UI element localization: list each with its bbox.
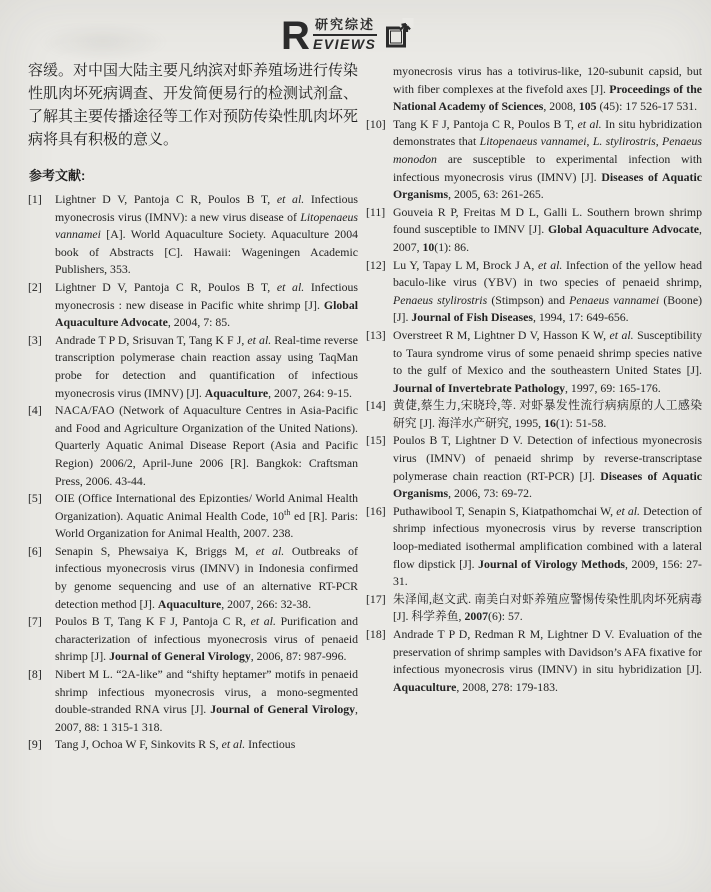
- reference-item: [366, 626, 702, 696]
- reference-number: [3]: [28, 332, 42, 347]
- reference-number: [15]: [366, 433, 386, 448]
- logo-chinese-label: 研究综述: [313, 14, 377, 36]
- reference-text: Lu Y, Tapay L M, Brock J A, et al. Infection of the yellow head baculo-like virus (YBV) in two species of penaeid shrimp, Penaeus stylirostris (Stimpson) and Penaeus vannamei (Boone) [J]. Journal of Fish Diseases, 1994, 17: 649-656.: [393, 257, 702, 325]
- reference-number: [14]: [366, 398, 386, 413]
- reviews-section-logo: [281, 14, 414, 59]
- reference-number: [366, 63, 393, 116]
- reference-item: [28, 613, 358, 666]
- reference-text: 朱泽闻,赵文武. 南美白对虾养殖应警惕传染性肌肉坏死病毒 [J]. 科学养鱼, 2007(6): 57.: [393, 591, 702, 624]
- intro-paragraph: 容缓。对中国大陆主要凡纳滨对虾养殖场进行传染性肌肉坏死病调查、开发简便易行的检测试剂盒、了解其主要传播途径等工作对预防传染性肌肉坏死病将具有积极的意义。: [28, 63, 359, 148]
- reference-text: Overstreet R M, Lightner D V, Hasson K W, et al. Susceptibility to Taura syndrome virus of some penaeid shrimp species native to the gulf of Mexico and the southeastern United States [J]. Journal of Invertebrate Pathology, 1997, 69: 165-176.: [393, 327, 702, 395]
- reference-item: [366, 397, 702, 432]
- page-header: [0, 14, 711, 59]
- reference-number: [6]: [28, 543, 42, 558]
- reference-text: NACA/FAO (Network of Aquaculture Centres in Asia-Pacific and Food and Agriculture Organization of the United Nations). Quarterly Aquatic Animal Disease Report (Asia and Pacific Region) 2006/2, April-June 2006 [R]. Bangkok: Craftsman Press, 2006. 43-44.: [55, 403, 358, 488]
- reference-item: [366, 327, 702, 397]
- reference-item: [28, 332, 358, 402]
- reference-text: OIE (Office International des Epizonties/ World Animal Health Organization). Aquatic Animal Health Code, 10th ed [R]. Paris: World Organization for Animal Health, 2007. 238.: [55, 491, 359, 541]
- reference-item: [366, 503, 702, 591]
- reference-number: [4]: [28, 403, 42, 418]
- left-column: [28, 60, 358, 754]
- references-list-right: [366, 63, 702, 696]
- reference-item: [28, 490, 358, 543]
- reference-text: 黄倢,蔡生力,宋晓玲,等. 对虾暴发性流行病病原的人工感染研究 [J]. 海洋水产研究, 1995, 16(1): 51-58.: [393, 398, 702, 430]
- reference-number: [18]: [366, 627, 386, 641]
- reference-item: [366, 591, 702, 626]
- document-export-arrows-icon: [383, 18, 414, 56]
- reference-item: [366, 432, 702, 502]
- reference-number: [5]: [28, 491, 42, 506]
- reference-number: [1]: [28, 192, 42, 206]
- reference-text: Puthawibool T, Senapin S, Kiatpathomchai W, et al. Detection of shrimp infectious myonecrosis virus by reverse transcription loop-mediated isothermal amplification combined with a lateral flow dipstick [J]. Journal of Virology Methods, 2009, 156: 27-31.: [393, 503, 702, 589]
- reference-text: Nibert M L. “2A-like” and “shifty heptamer” motifs in penaeid shrimp infectious myonecrosis virus, a mono-segmented double-stranded RNA virus [J]. Journal of General Virology, 2007, 88: 1 315-1 318.: [55, 667, 358, 734]
- reference-number: [16]: [366, 503, 386, 518]
- reference-text: Poulos B T, Lightner D V. Detection of infectious myonecrosis virus (IMNV) of penaeid shrimp by reverse-transcriptase polymerase chain reaction (RT-PCR) [J]. Diseases of Aquatic Organisms, 2006, 73: 69-72.: [393, 433, 702, 501]
- references-list-left: [28, 191, 358, 754]
- reference-item: [28, 279, 358, 332]
- reference-text: myonecrosis virus has a totivirus-like, 120-subunit capsid, but with fiber complexes at the fivefold axes [J]. Proceedings of the National Academy of Sciences, 2008, 105 (45): 17 526-17 531.: [393, 64, 702, 114]
- reference-number: [13]: [366, 327, 386, 342]
- reference-item: [28, 543, 358, 613]
- reference-number: [10]: [366, 116, 386, 131]
- reference-number: [7]: [28, 614, 42, 629]
- reference-text: Andrade T P D, Srisuvan T, Tang K F J, et al. Real-time reverse transcription polymerase chain reaction assay using TaqMan probe for detection and quantification of infectious myonecrosis virus (IMNV) [J]. Aquaculture, 2007, 264: 9-15.: [55, 332, 359, 400]
- reference-number: [12]: [366, 257, 386, 272]
- reference-text: Lightner D V, Pantoja C R, Poulos B T, et al. Infectious myonecrosis virus (IMNV): a new virus disease of Litopenaeus vannamei [A]. World Aquaculture Society. Aquaculture 2004 book of Abstracts [C]. Hawaii: Wageningen Academic Publishers, 353.: [55, 192, 358, 277]
- reference-item: [366, 204, 702, 257]
- reference-number: [9]: [28, 737, 42, 752]
- logo-letter-r: R: [281, 14, 310, 59]
- reference-text: Poulos B T, Tang K F J, Pantoja C R, et al. Purification and characterization of infectious myonecrosis virus of penaeid shrimp [J]. Journal of General Virology, 2006, 87: 987-996.: [55, 614, 358, 664]
- right-column: [366, 63, 702, 696]
- reference-text: Tang K F J, Pantoja C R, Poulos B T, et al. In situ hybridization demonstrates that Litopenaeus vannamei, L. stylirostris, Penaeus monodon are susceptible to experimental infection with infectious myonecrosis virus (IMNV) [J]. Diseases of Aquatic Organisms, 2005, 63: 261-265.: [393, 116, 702, 202]
- reference-text: Senapin S, Phewsaiya K, Briggs M, et al. Outbreaks of infectious myonecrosis virus (IMNV) in Indonesia confirmed by genome sequencing and use of an alternative RT-PCR detection method [J]. Aquaculture, 2007, 266: 32-38.: [55, 543, 358, 611]
- reference-text: Tang J, Ochoa W F, Sinkovits R S, et al. Infectious: [55, 737, 296, 752]
- reference-item: [366, 116, 702, 204]
- reference-number: [8]: [28, 667, 42, 682]
- reference-number: [2]: [28, 279, 42, 294]
- reference-continuation: [366, 63, 702, 116]
- logo-english-label: EVIEWS: [312, 36, 377, 52]
- reference-item: [366, 257, 702, 327]
- reference-item: [28, 402, 358, 490]
- reference-number: [17]: [366, 591, 386, 606]
- reference-text: Andrade T P D, Redman R M, Lightner D V. Evaluation of the preservation of shrimp samples with Davidson’s AFA fixative for infectious myonecrosis virus (IMNV) in situ hybridization [J]. Aquaculture, 2008, 278: 179-183.: [393, 627, 702, 694]
- reference-number: [11]: [366, 204, 386, 219]
- references-heading: 参考文献:: [29, 168, 86, 183]
- logo-text-stack: [313, 14, 377, 52]
- reference-text: Lightner D V, Pantoja C R, Poulos B T, et al. Infectious myonecrosis : new disease in Pacific white shrimp [J]. Global Aquaculture Advocate, 2004, 7: 85.: [55, 279, 358, 330]
- reference-item: [28, 736, 358, 754]
- reference-item: [28, 191, 358, 279]
- reference-text: Gouveia R P, Freitas M D L, Galli L. Southern brown shrimp found susceptible to IMNV [J]. Global Aquaculture Advocate, 2007, 10(1): 86.: [393, 204, 702, 254]
- reference-item: [28, 666, 358, 736]
